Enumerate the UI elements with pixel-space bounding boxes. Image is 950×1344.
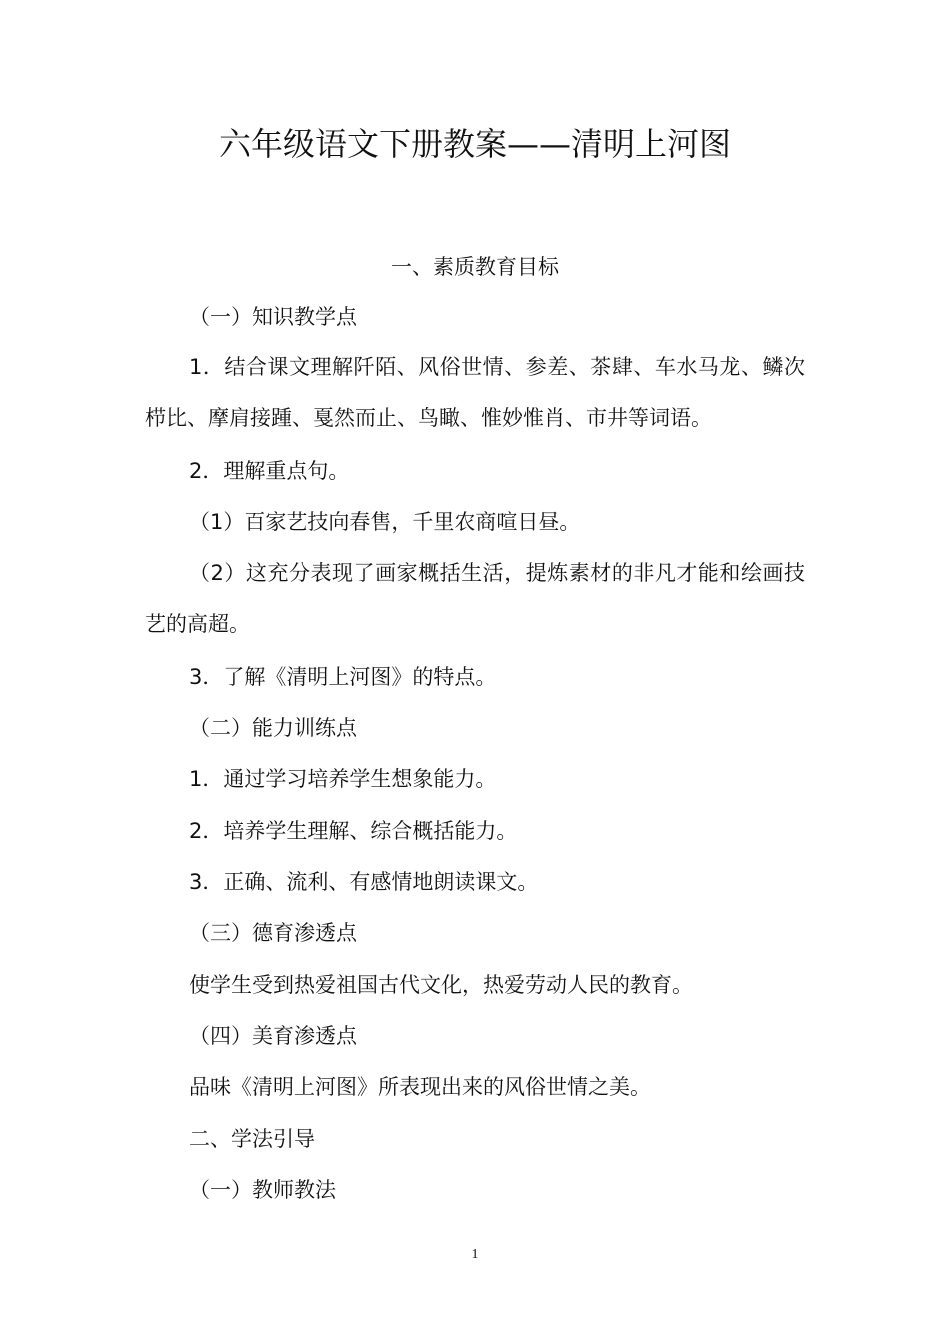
list-item-features: 3．了解《清明上河图》的特点。 xyxy=(189,665,497,689)
subheading-moral: （三）德育渗透点 xyxy=(189,921,357,945)
subheading-teacher-method: （一）教师教法 xyxy=(189,1178,336,1202)
text-aesthetic: 品味《清明上河图》所表现出来的风俗世情之美。 xyxy=(189,1075,651,1099)
list-item-key-sentences: 2．理解重点句。 xyxy=(189,459,350,483)
list-item-reading: 3．正确、流利、有感情地朗读课文。 xyxy=(189,870,539,894)
page-number: 1 xyxy=(471,1247,479,1262)
section-heading-method: 二、学法引导 xyxy=(189,1127,315,1151)
document-title: 六年级语文下册教案——清明上河图 xyxy=(218,125,731,163)
paragraph-vocabulary: 1．结合课文理解阡陌、风俗世情、参差、茶肆、车水马龙、鳞次栉比、摩肩接踵、戛然而止、鸟瞰、惟妙惟肖、市井等词语。 xyxy=(145,355,805,430)
subheading-aesthetic: （四）美育渗透点 xyxy=(189,1024,357,1048)
list-item-imagination: 1．通过学习培养学生想象能力。 xyxy=(189,767,497,791)
section-heading-goals: 一、素质教育目标 xyxy=(391,255,559,279)
text-moral: 使学生受到热爱祖国古代文化，热爱劳动人民的教育。 xyxy=(189,973,693,997)
paragraph-sentence-2: （2）这充分表现了画家概括生活，提炼素材的非凡才能和绘画技艺的高超。 xyxy=(145,561,805,636)
subheading-ability: （二）能力训练点 xyxy=(189,716,357,740)
list-item-sentence-1: （1）百家艺技向春售，千里农商喧日昼。 xyxy=(189,510,581,534)
subheading-knowledge: （一）知识教学点 xyxy=(189,305,357,329)
list-item-comprehension: 2．培养学生理解、综合概括能力。 xyxy=(189,819,518,843)
